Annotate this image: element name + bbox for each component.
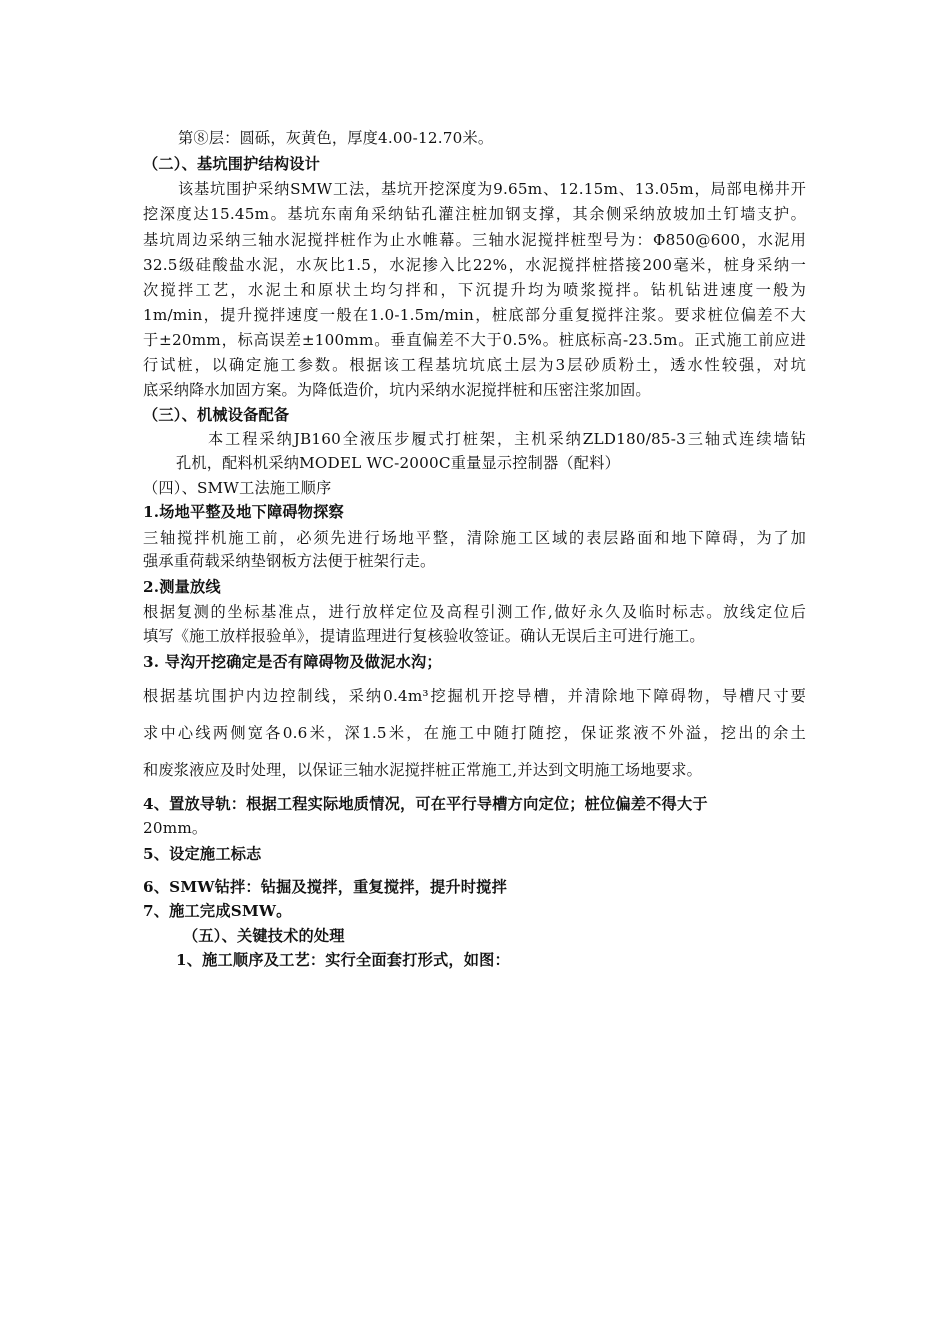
section-5-title: （五）、关键技术的处理: [183, 927, 345, 945]
step-7-line: 7、施工完成SMW。: [143, 902, 292, 920]
step-2-title: 2.测量放线: [143, 578, 221, 596]
step-4-line: 20mm。: [143, 819, 208, 837]
step-1-title: 1.场地平整及地下障碍物探察: [143, 503, 344, 521]
section-4-title: （四）、SMW工法施工顺序: [143, 479, 332, 497]
section-5-item-1: 1、施工顺序及工艺：实行全面套打形式，如图：: [176, 951, 510, 969]
section-2-paragraph-line: 基坑周边采纳三轴水泥搅拌桩作为止水帷幕。三轴水泥搅拌桩型号为：Φ850@600，水泥用: [143, 231, 806, 249]
section-2-paragraph-line: 于±20mm，标高误差±100mm。垂直偏差不大于0.5%。桩底标高-23.5m。正式施工前应进: [143, 331, 806, 349]
section-3-paragraph-line: 本工程采纳JB160全液压步履式打桩架，主机采纳ZLD180/85-3三轴式连续墙钻: [208, 430, 806, 448]
section-2-paragraph-line: 次搅拌工艺，水泥土和原状土均匀拌和，下沉提升均为喷浆搅拌。钻机钻进速度一般为: [143, 281, 806, 299]
layer8-line: 第⑧层：圆砾，灰黄色，厚度4.00-12.70米。: [178, 129, 494, 147]
step-4-line: 4、置放导轨：根据工程实际地质情况，可在平行导槽方向定位；桩位偏差不得大于: [143, 795, 708, 813]
step-2-text-line: 根据复测的坐标基准点，进行放样定位及高程引测工作,做好永久及临时标志。放线定位后: [143, 603, 806, 621]
step-3-title: 3. 导沟开挖确定是否有障碍物及做泥水沟；: [143, 653, 442, 671]
section-3-paragraph-line: 孔机，配料机采纳MODEL WC-2000C重量显示控制器（配料）: [176, 454, 620, 472]
step-3-text-line: 求中心线两侧宽各0.6米，深1.5米，在施工中随打随挖，保证浆液不外溢，挖出的余土: [143, 724, 806, 742]
section-2-paragraph-line: 该基坑围护采纳SMW工法，基坑开挖深度为9.65m、12.15m、13.05m，局部电梯井开: [178, 180, 806, 198]
section-2-paragraph-line: 32.5级硅酸盐水泥，水灰比1.5，水泥掺入比22%，水泥搅拌桩搭接200毫米，桩身采纳一: [143, 256, 806, 274]
section-2-paragraph-line: 挖深度达15.45m。基坑东南角采纳钻孔灌注桩加钢支撑，其余侧采纳放坡加土钉墙支护。: [143, 205, 806, 223]
step-1-text-line: 三轴搅拌机施工前，必须先进行场地平整，清除施工区域的表层路面和地下障碍，为了加: [143, 529, 806, 547]
step-5-line: 5、设定施工标志: [143, 845, 262, 863]
step-6-line: 6、SMW钻拌：钻掘及搅拌，重复搅拌，提升时搅拌: [143, 878, 507, 896]
section-2-title: （二）、基坑围护结构设计: [143, 155, 321, 173]
step-2-text-line: 填写《施工放样报验单》，提请监理进行复核验收签证。确认无误后主可进行施工。: [143, 627, 705, 645]
section-3-title: （三）、机械设备配备: [143, 406, 290, 424]
step-3-text-line: 和废浆液应及时处理，以保证三轴水泥搅拌桩正常施工,并达到文明施工场地要求。: [143, 761, 702, 779]
section-2-paragraph-line: 1m/min，提升搅拌速度一般在1.0-1.5m/min，桩底部分重复搅拌注浆。要求桩位偏差不大: [143, 306, 806, 324]
section-2-paragraph-line: 底采纳降水加固方案。为降低造价，坑内采纳水泥搅拌桩和压密注浆加固。: [143, 381, 651, 399]
section-2-paragraph-line: 行试桩，以确定施工参数。根据该工程基坑坑底土层为3层砂质粉土，透水性较强，对坑: [143, 356, 806, 374]
step-1-text-line: 强承重荷载采纳垫钢板方法便于桩架行走。: [143, 552, 436, 570]
step-3-text-line: 根据基坑围护内边控制线，采纳0.4m³挖掘机开挖导槽，并清除地下障碍物，导槽尺寸要: [143, 687, 806, 705]
